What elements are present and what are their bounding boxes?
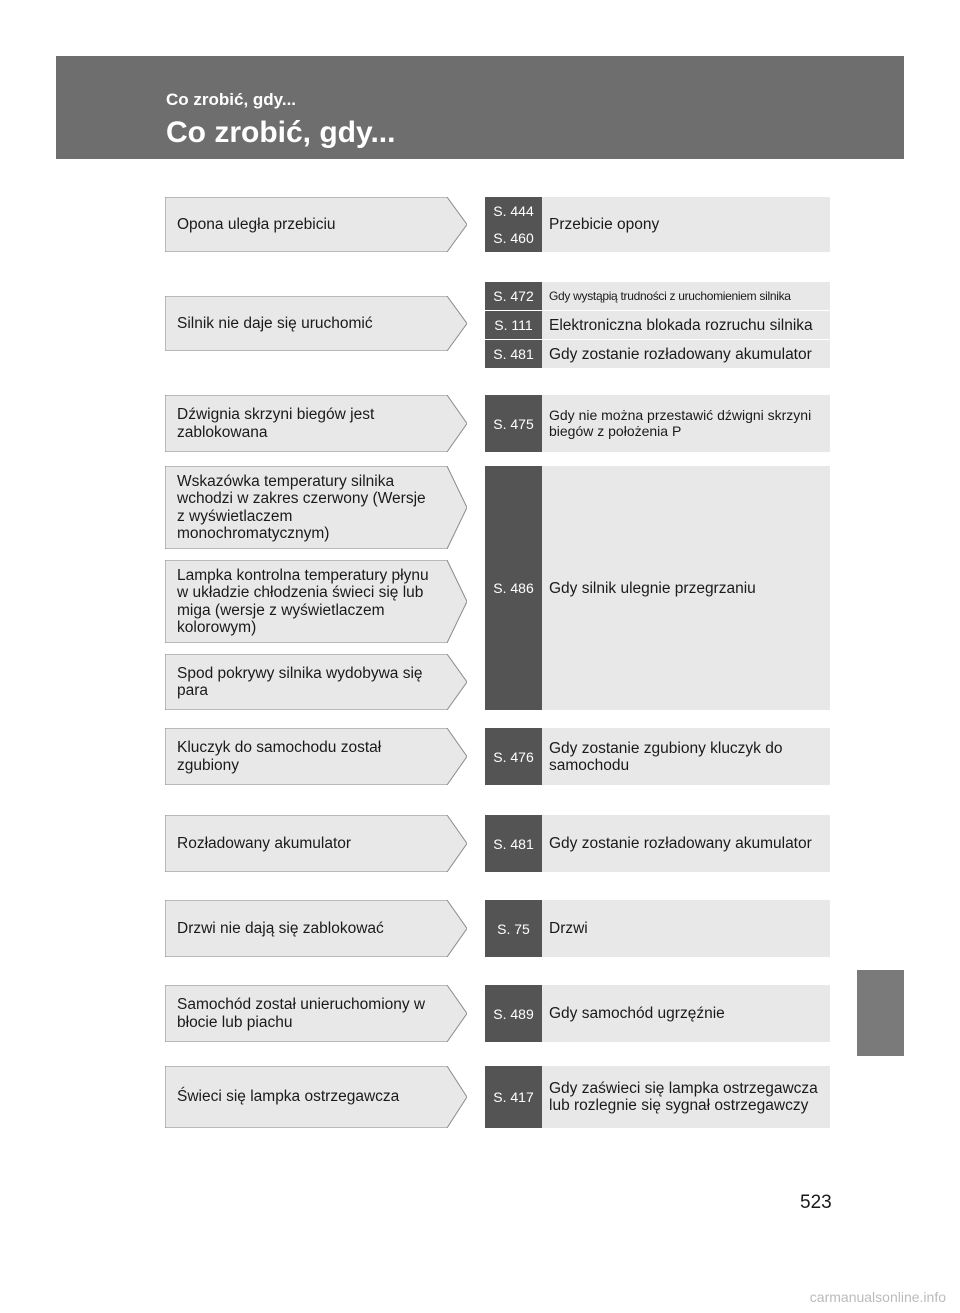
page-reference[interactable] — [485, 197, 830, 252]
reference-description: Gdy silnik ulegnie przegrzaniu — [542, 466, 830, 710]
page-numbers — [485, 466, 542, 710]
page-reference[interactable] — [485, 466, 830, 710]
page-number-label: S. 481 — [493, 835, 534, 852]
problem-arrow — [165, 654, 467, 710]
reference-description: Gdy samochód ugrzęźnie — [542, 985, 830, 1042]
reference-description: Gdy zostanie rozładowany akumulator — [542, 340, 830, 368]
page-numbers — [485, 815, 542, 872]
page-numbers — [485, 1066, 542, 1128]
footer-watermark: carmanualsonline.info — [809, 1289, 946, 1305]
problem-text: Samochód został unieruchomiony w błocie lub piachu — [177, 996, 426, 1031]
reference-description: Gdy zaświeci się lampka ostrzegawcza lub rozlegnie się sygnał ostrzegawczy — [542, 1066, 830, 1128]
reference-description: Gdy nie można przestawić dźwigni skrzyni biegów z położenia P — [542, 395, 830, 452]
problem-arrow — [165, 296, 467, 351]
page-number: 523 — [800, 1192, 832, 1213]
section-tab — [857, 970, 904, 1056]
page-numbers — [485, 197, 542, 252]
page-number-label: S. 475 — [493, 415, 534, 432]
page-number-label: S. 486 — [493, 580, 534, 596]
problem-arrow — [165, 560, 467, 643]
problem-arrow — [165, 728, 467, 785]
page-numbers — [485, 395, 542, 452]
problem-arrow — [165, 197, 467, 252]
page-reference[interactable] — [485, 900, 830, 957]
page-reference[interactable] — [485, 395, 830, 452]
page-number-label: S. 417 — [493, 1089, 534, 1105]
page-reference[interactable] — [485, 340, 830, 368]
page-numbers — [485, 728, 542, 785]
reference-description: Gdy wystąpią trudności z uruchomieniem silnika — [542, 282, 830, 310]
page-reference[interactable] — [485, 985, 830, 1042]
page-reference[interactable] — [485, 311, 830, 339]
problem-text: Lampka kontrolna temperatury płynu w układzie chłodzenia świeci się lub miga (wersje z wyświetlaczem kolorowym) — [177, 566, 429, 636]
problem-arrow — [165, 466, 467, 549]
problem-text: Rozładowany akumulator — [177, 834, 352, 852]
problem-arrow — [165, 900, 467, 957]
reference-description: Drzwi — [542, 900, 830, 957]
problem-text: Spod pokrywy silnika wydobywa się para — [177, 664, 423, 699]
page-number-label: S. 481 — [493, 346, 534, 362]
page-numbers — [485, 282, 542, 310]
page-number-label: S. 489 — [493, 1005, 534, 1022]
problem-arrow — [165, 395, 467, 452]
page-reference[interactable] — [485, 282, 830, 310]
page-numbers — [485, 340, 542, 368]
problem-arrow — [165, 815, 467, 872]
header-subtitle: Co zrobić, gdy... — [166, 90, 297, 109]
page-number-label: S. 476 — [493, 748, 534, 765]
reference-description: Gdy zostanie zgubiony kluczyk do samochodu — [542, 728, 830, 785]
problem-arrow — [165, 985, 467, 1042]
header-title: Co zrobić, gdy... — [166, 116, 396, 149]
problem-text: Świeci się lampka ostrzegawcza — [177, 1088, 400, 1106]
reference-description: Przebicie opony — [542, 197, 830, 252]
problem-text: Wskazówka temperatury silnika wchodzi w zakres czerwony (Wersje z wyświetlaczem monochromatycznym) — [177, 472, 426, 542]
page-number-label: S. 75 — [497, 920, 530, 937]
reference-description: Gdy zostanie rozładowany akumulator — [542, 815, 830, 872]
page-numbers — [485, 985, 542, 1042]
reference-description: Elektroniczna blokada rozruchu silnika — [542, 311, 830, 339]
page-reference[interactable] — [485, 1066, 830, 1128]
page-numbers — [485, 311, 542, 339]
problem-text: Opona uległa przebiciu — [177, 215, 336, 233]
page-number-label: S. 460 — [493, 230, 534, 246]
page-number-label: S. 111 — [494, 317, 533, 333]
page-reference[interactable] — [485, 728, 830, 785]
page-number-label: S. 444 — [493, 203, 534, 219]
page-reference[interactable] — [485, 815, 830, 872]
page-number-label: S. 472 — [493, 288, 534, 304]
problem-arrow — [165, 1066, 467, 1128]
problem-text: Dźwignia skrzyni biegów jest zablokowana — [177, 406, 375, 441]
problem-text: Kluczyk do samochodu został zgubiony — [177, 739, 382, 774]
problem-text: Silnik nie daje się uruchomić — [177, 314, 373, 332]
page-numbers — [485, 900, 542, 957]
page-header — [56, 56, 904, 159]
problem-text: Drzwi nie dają się zablokować — [177, 919, 384, 937]
